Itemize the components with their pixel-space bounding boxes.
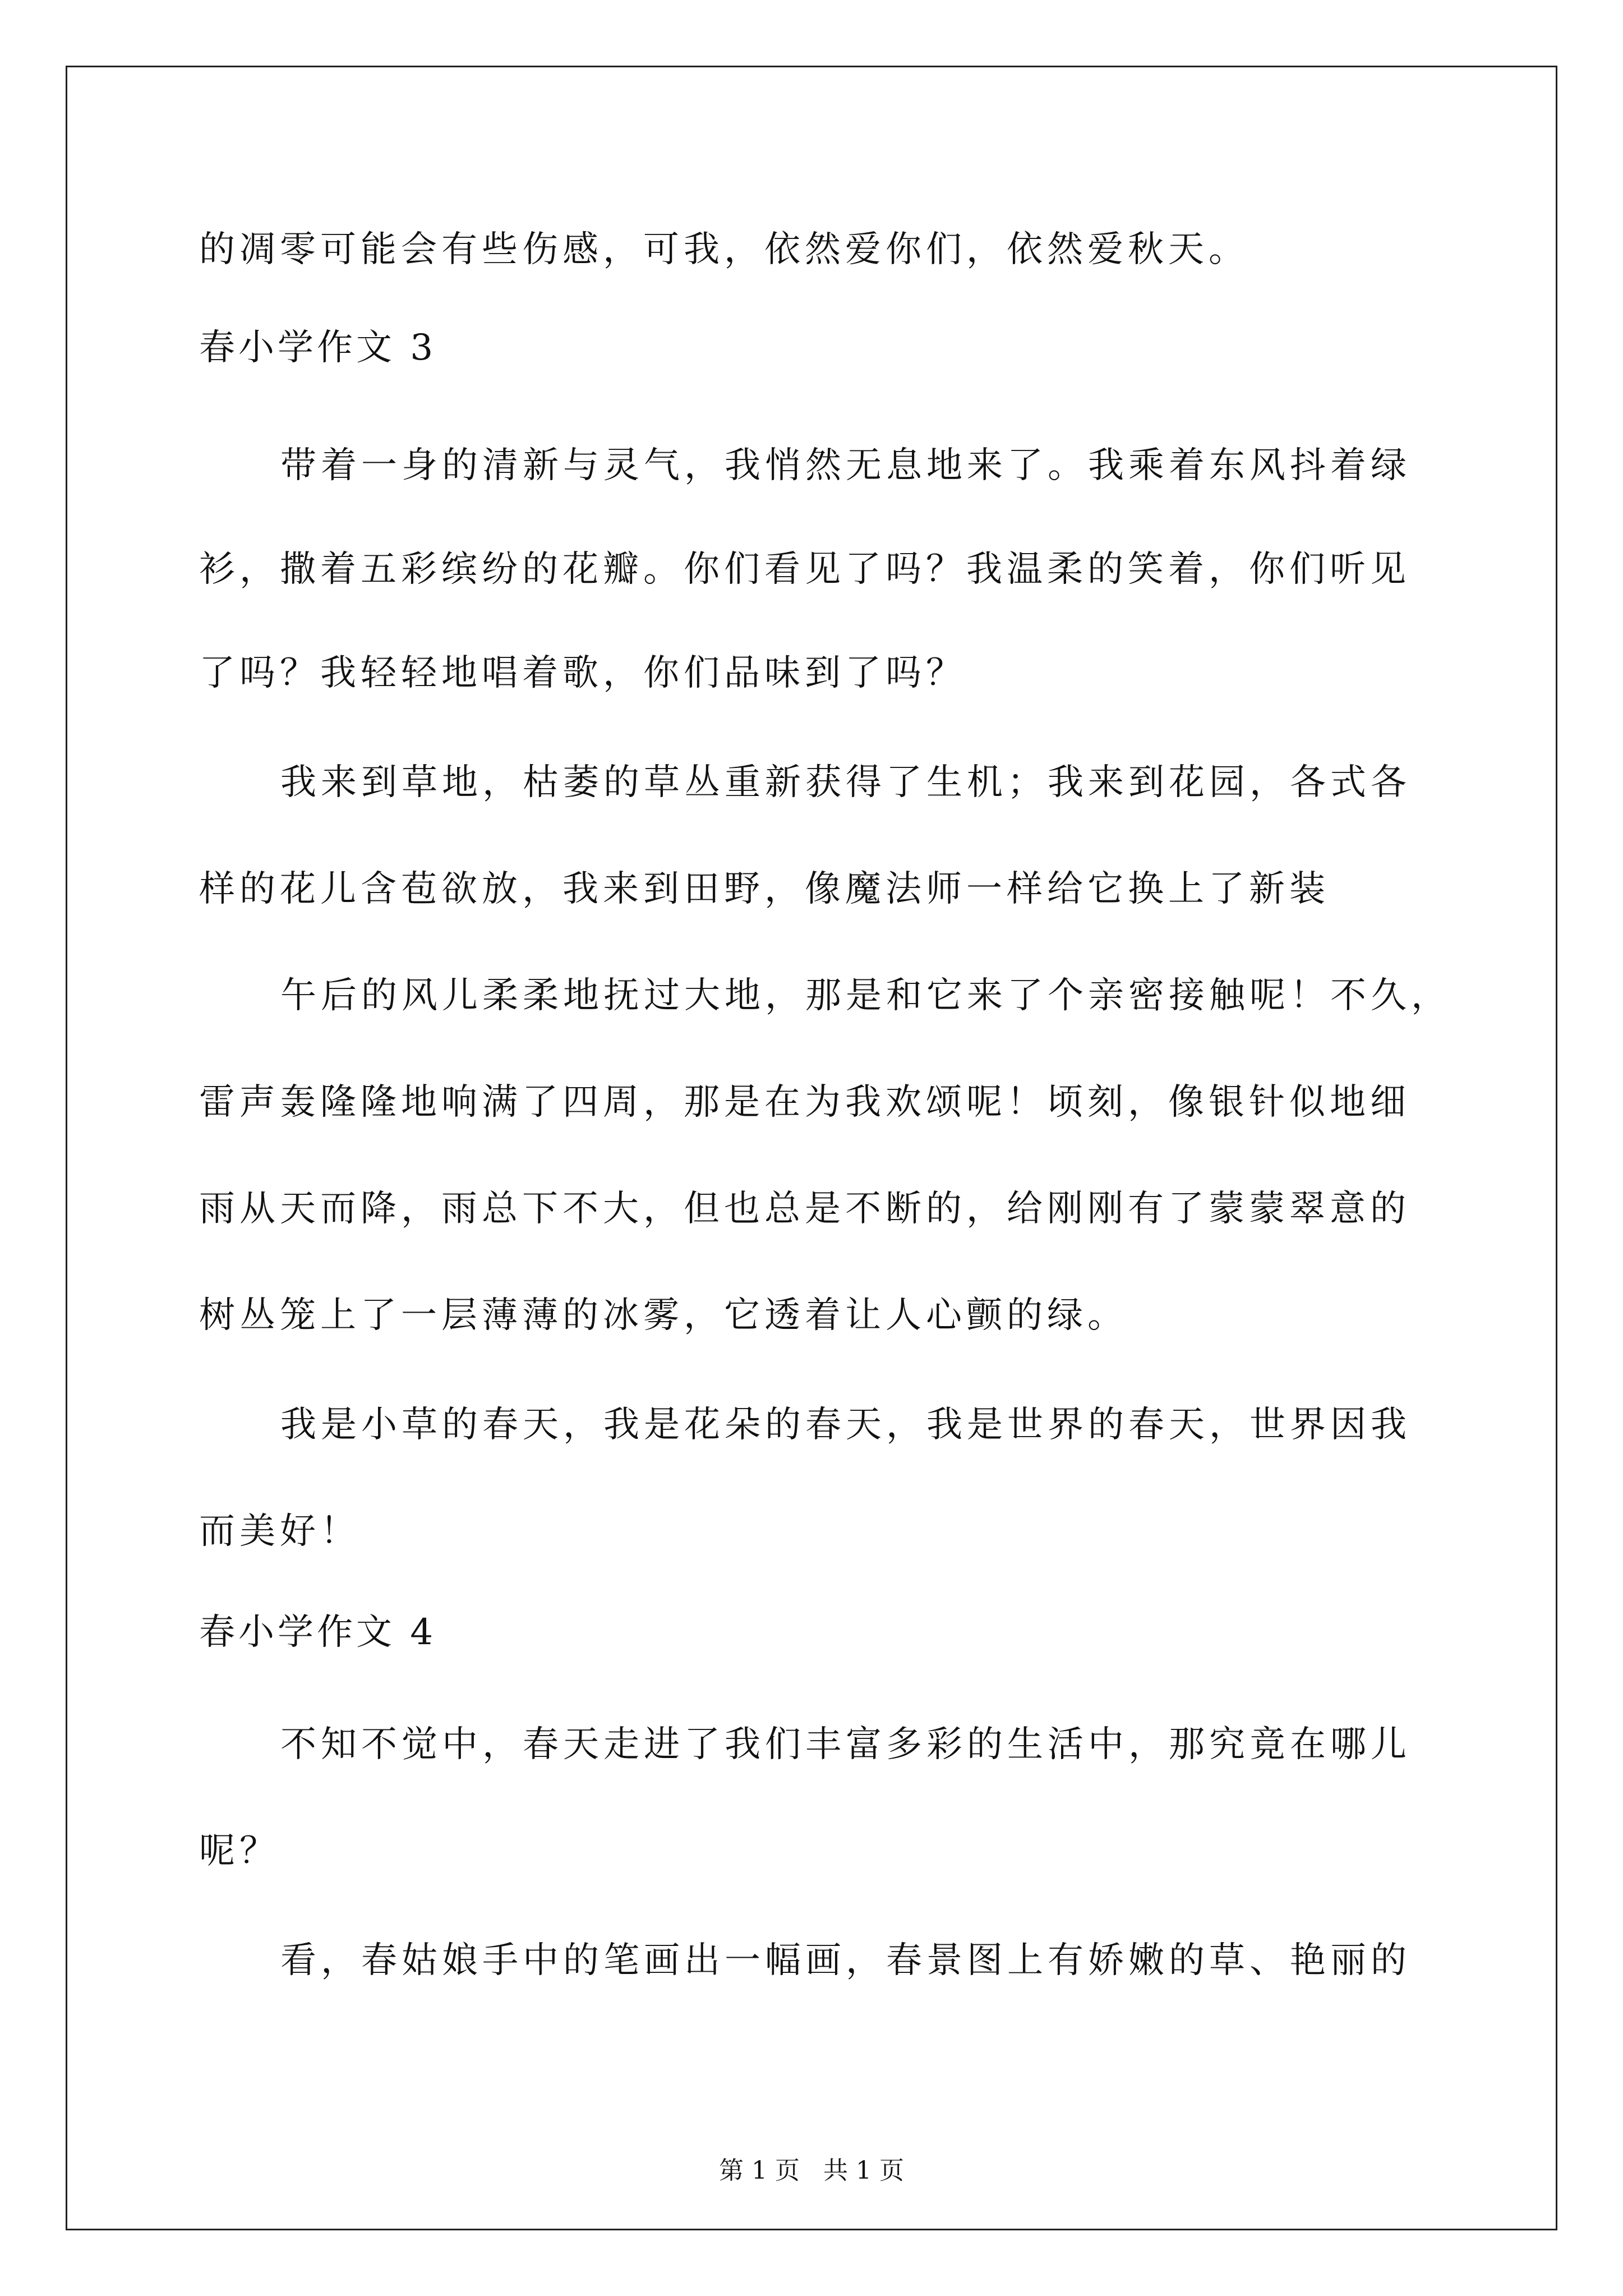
paragraph-line: 我是小草的春天，我是花朵的春天，我是世界的春天，世界因我 — [280, 1404, 1411, 1446]
paragraph-line: 雷声轰隆隆地响满了四周，那是在为我欢颂呢！顷刻，像银针似地细 — [199, 1082, 1410, 1123]
page-border — [66, 66, 1557, 2230]
paragraph-line: 了吗？我轻轻地唱着歌，你们品味到了吗？ — [199, 652, 966, 694]
page-number-footer: 第 1 页 共 1 页 — [719, 2156, 904, 2185]
paragraph-line: 看，春姑娘手中的笔画出一幅画，春景图上有娇嫩的草、艳丽的 — [280, 1940, 1411, 1981]
paragraph-line: 树丛笼上了一层薄薄的冰雾，它透着让人心颤的绿。 — [199, 1295, 1128, 1336]
paragraph-line: 午后的风儿柔柔地抚过大地，那是和它来了个亲密接触呢！不久， — [280, 975, 1451, 1016]
paragraph-line: 的凋零可能会有些伤感，可我，依然爱你们，依然爱秋天。 — [199, 229, 1249, 270]
paragraph-line: 呢？ — [199, 1830, 280, 1872]
paragraph-line: 雨从天而降，雨总下不大，但也总是不断的，给刚刚有了蒙蒙翠意的 — [199, 1188, 1410, 1230]
paragraph-line: 样的花儿含苞欲放，我来到田野，像魔法师一样给它换上了新装 — [199, 868, 1330, 910]
paragraph-line: 衫，撒着五彩缤纷的花瓣。你们看见了吗？我温柔的笑着，你们听见 — [199, 549, 1410, 590]
paragraph-line: 我来到草地，枯萎的草丛重新获得了生机；我来到花园，各式各 — [280, 762, 1411, 803]
paragraph-line: 而美好！ — [199, 1511, 361, 1552]
paragraph-line: 不知不觉中，春天走进了我们丰富多彩的生活中，那究竟在哪儿 — [280, 1724, 1411, 1765]
section-heading: 春小学作文 4 — [199, 1612, 437, 1653]
paragraph-line: 带着一身的清新与灵气，我悄然无息地来了。我乘着东风抖着绿 — [280, 445, 1411, 486]
section-heading: 春小学作文 3 — [199, 327, 437, 369]
